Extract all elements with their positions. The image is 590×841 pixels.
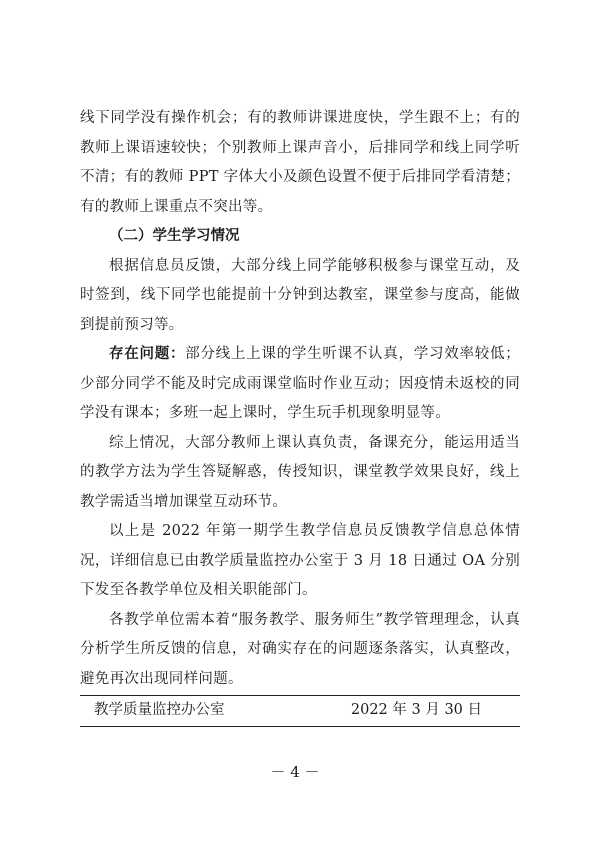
issue-date: 2022 年 3 月 30 日	[350, 702, 482, 718]
issuer-footer	[80, 695, 520, 727]
paragraph-student-feedback: 根据信息员反馈，大部分线上同学能够积极参与课堂互动，及时签到，线下同学也能提前十分钟到达教室，课堂参与度高，能做到提前预习等。	[80, 257, 520, 333]
paragraph-requirements: 各教学单位需本着“服务教学、服务师生”教学管理理念，认真分析学生所反馈的信息，对确实存在的问题逐条落实，认真整改，避免再次出现同样问题。	[80, 611, 520, 687]
paragraph-summary: 综上情况，大部分教师上课认真负责，备课充分，能运用适当的教学方法为学生答疑解惑，传授知识，课堂教学效果良好，线上教学需适当增加课堂互动环节。	[80, 434, 520, 510]
document-body	[80, 104, 520, 694]
paragraph-overall-info: 以上是 2022 年第一期学生教学信息员反馈教学信息总体情况，详细信息已由教学质量监控办公室于 3 月 18 日通过 OA 分别下发至各教学单位及相关职能部门。	[80, 523, 520, 598]
issuing-office: 教学质量监控办公室	[94, 702, 225, 718]
paragraph-teacher-issues: 线下同学没有操作机会；有的教师讲课进度快，学生跟不上；有的教师上课语速较快；个别教师上课声音小，后排同学和线上同学听不清；有的教师 PPT 字体大小及颜色设置不便于后排同学看清楚；有的教师上课重点不突出等。	[80, 110, 520, 215]
existing-problems-text: 部分线上上课的学生听课不认真，学习效率较低；少部分同学不能及时完成雨课堂临时作业互动；因疫情未返校的同学没有课本；多班一起上课时，学生玩手机现象明显等。	[80, 346, 521, 421]
existing-problems-label: 存在问题：	[109, 346, 186, 362]
page-number: － 4 －	[270, 763, 320, 781]
paragraph-existing-problems	[80, 340, 520, 429]
section-heading-student-learning: （二）学生学习情况	[109, 228, 240, 244]
